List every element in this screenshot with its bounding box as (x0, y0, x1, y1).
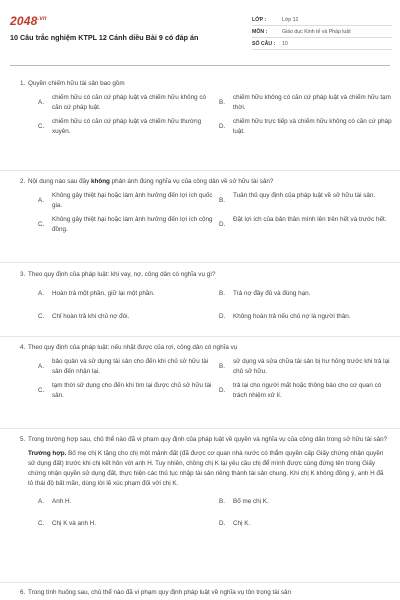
site-logo[interactable]: $2048^{.vn}$ (10, 14, 47, 28)
option-c[interactable]: C. Không gây thiệt hại hoặc làm ảnh hưởng đến lợi ích cộng đồng. (38, 216, 213, 233)
option-d[interactable]: D. Đặt lợi ích của bản thân mình lên trên hết và trước hết. (219, 216, 387, 228)
option-c[interactable]: C. Chị K và anh H. (38, 519, 97, 527)
option-d[interactable]: D. Không hoàn trả nếu chủ nợ là người thân. (219, 312, 351, 320)
question-3: 3. Theo quy định của pháp luật: khi vay, nợ, công dân có nghĩa vụ gì? A. Hoàn trả một phần, giữ lại một phần. B. Trả nợ đầy đủ và đúng hạn. C. Chỉ hoàn trả khi chủ nợ đòi. D. Không hoàn trả nếu chủ nợ là người thân. (10, 270, 390, 321)
option-a[interactable]: A. bảo quản và sử dụng tài sản cho đến khi chủ sở hữu tài sản đến nhận lại. (38, 358, 209, 375)
option-b[interactable]: B. chiếm hữu không có căn cứ pháp luật và chiếm hữu tạm thời. (219, 94, 391, 111)
meta-table (252, 14, 392, 50)
question-separator (0, 428, 400, 429)
option-a[interactable]: A. Không gây thiệt hại hoặc làm ảnh hưởng đến lợi ích quốc gia. (38, 192, 213, 209)
option-d[interactable]: D. chiếm hữu trực tiếp và chiếm hữu không có căn cứ pháp luật. (219, 118, 392, 135)
option-c[interactable]: C. chiếm hữu có căn cứ pháp luật và chiếm hữu thường xuyên. (38, 118, 202, 135)
question-separator (0, 262, 400, 263)
option-b[interactable]: B. Bố mẹ chị K. (219, 498, 269, 505)
question-separator (0, 582, 400, 583)
option-b[interactable]: B. sử dụng và sửa chữa tài sản bị hư hỏng trước khi trả lại chủ sở hữu. (219, 358, 390, 375)
option-c[interactable]: C. tạm thời sử dụng cho đến khi tìm lại được chủ sở hữu tài sản. (38, 382, 212, 399)
question-separator (0, 170, 400, 171)
option-d[interactable]: D. trả lại cho người mất hoặc thông báo cho cơ quan có trách nhiệm xử lí. (219, 382, 382, 399)
question-separator (0, 336, 400, 337)
question-2: 2. Nội dung nào sau đây không phản ánh đúng nghĩa vụ của công dân về sở hữu tài sản? A. Không gây thiệt hại hoặc làm ảnh hưởng đến lợi ích quốc gia. B. Tuân thủ quy định của pháp luật về sở hữu tài sản. C. Không gây thiệt hại hoặc làm ảnh hưởng đến lợi ích cộng đồng. D. Đặt lợi ích của bản thân mình lên trên hết và trước hết. (10, 177, 390, 234)
meta-row-subject: MÔN : Giáo dục Kinh tế và Pháp luật (252, 26, 392, 38)
option-d[interactable]: D. Chị K. (219, 519, 251, 527)
question-6: 6. Trong tình huống sau, chủ thể nào đã vi phạm quy định pháp luật về nghĩa vụ tôn trọng tài sản (20, 589, 292, 596)
header-divider (10, 65, 390, 66)
meta-row-count: SỐ CÂU : 10 (252, 38, 392, 50)
page-header (0, 0, 400, 64)
option-b[interactable]: B. Tuân thủ quy định của pháp luật về sở hữu tài sản. (219, 192, 376, 204)
question-1: 1. Quyền chiếm hữu tài sản bao gồm A. chiếm hữu có căn cứ pháp luật và chiếm hữu không có căn cứ pháp luật. B. chiếm hữu không có căn cứ pháp luật và chiếm hữu tạm thời. C. chiếm hữu có căn cứ pháp luật và chiếm hữu thường xuyên. D. chiếm hữu trực tiếp và chiếm hữu không có căn cứ pháp luật. (10, 79, 390, 136)
situation-paragraph: Trường hợp. Bố mẹ chị K tặng cho chị một mảnh đất (đã được cơ quan nhà nước có thẩm quyền cấp Giấy chứng nhận quyền sử dụng đất) trước khi chị kết hôn với anh H. Tuy nhiên, chồng chị K lại yêu cầu chị để mình được cùng đứng tên trong Giấy chứng nhận quyền sử dụng đất, thực hiện các thủ tục nhập tài sản riêng thành tài sản chung. Khi chị K không đồng ý, anh H đã tỏ thái độ bất mãn, dùng lời lẽ xúc phạm đối với chị K. (28, 450, 384, 487)
option-a[interactable]: A. Hoàn trả một phần, giữ lại một phần. (38, 290, 155, 297)
question-text: Quyền chiếm hữu tài sản bao gồm (28, 80, 125, 87)
option-b[interactable]: B. Trả nợ đầy đủ và đúng hạn. (219, 290, 311, 297)
question-4: 4. Theo quy định của pháp luật: nếu nhặt được của rơi, công dân có nghĩa vụ A. bảo quản và sử dụng tài sản cho đến khi chủ sở hữu tài sản đến nhận lại. B. sử dụng và sửa chữa tài sản bị hư hỏng trước khi trả lại chủ sở hữu. C. tạm thời sử dụng cho đến khi tìm lại được chủ sở hữu tài sản. D. trả lại cho người mất hoặc thông báo cho cơ quan có trách nhiệm xử lí. (10, 343, 390, 400)
option-a[interactable]: A. chiếm hữu có căn cứ pháp luật và chiếm hữu không có căn cứ pháp luật. (38, 94, 207, 111)
option-a[interactable]: A. Anh H. (38, 498, 72, 505)
question-5: 5. Trong trường hợp sau, chủ thể nào đã vi phạm quy định của pháp luật về quyền và nghĩa vụ của công dân trong sở hữu tài sản? Trường hợp. Bố mẹ chị K tặng cho chị một mảnh đất (đã được cơ quan nhà nước có thẩm quyền cấp Giấy chứng nhận quyền sử dụng đất) trước khi chị kết hôn với anh H. Tuy nhiên, chồng chị K lại yêu cầu chị để mình được cùng đứng tên trong Giấy chứng nhận quyền sử dụng đất, thực hiện các thủ tục nhập tài sản riêng thành tài sản chung. Khi chị K không đồng ý, anh H đã tỏ thái độ bất mãn, dùng lời lẽ xúc phạm đối với chị K. A. Anh H. B. Bố mẹ chị K. C. Chị K và anh H. D. Chị K. (10, 435, 390, 528)
option-c[interactable]: C. Chỉ hoàn trả khi chủ nợ đòi. (38, 312, 130, 320)
meta-row-class: LỚP : Lớp 12 (252, 14, 392, 26)
page-title: 10 Câu trắc nghiệm KTPL 12 Cánh diều Bài 9 có đáp án (10, 33, 199, 42)
